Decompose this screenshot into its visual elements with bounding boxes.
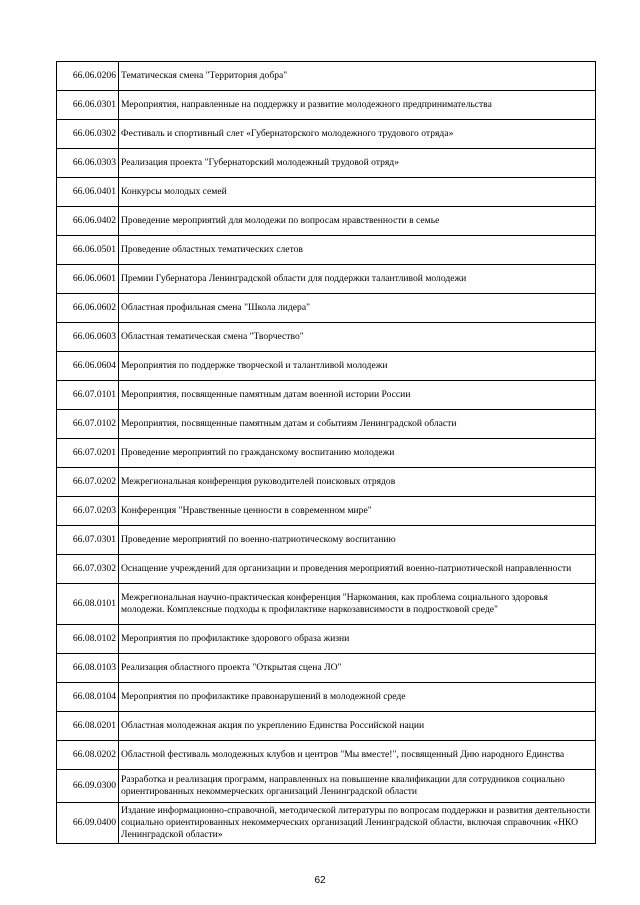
table-row (57, 294, 596, 323)
row-name: Издание информационно-справочной, методической литературы по вопросам поддержки и развития деятельности социально ориентированных некоммерческих организаций Ленинградской области, включая справочник «НКО Ленинградской области» (119, 803, 596, 844)
row-name: Проведение мероприятий по гражданскому воспитанию молодежи (119, 439, 596, 468)
row-name: Фестиваль и спортивный слет «Губернаторского молодежного трудового отряда» (119, 120, 596, 149)
row-name: Мероприятия, направленные на поддержку и развитие молодежного предпринимательства (119, 91, 596, 120)
table-row (57, 265, 596, 294)
row-code: 66.07.0101 (57, 381, 119, 410)
table-row (57, 770, 596, 803)
budget-code-table (56, 61, 596, 844)
row-name: Разработка и реализация программ, направленных на повышение квалификации для сотрудников социально ориентированных некоммерческих организаций Ленинградской области (119, 770, 596, 803)
row-name: Проведение мероприятий для молодежи по вопросам нравственности в семье (119, 207, 596, 236)
table-row (57, 741, 596, 770)
row-name: Мероприятия по поддержке творческой и талантливой молодежи (119, 352, 596, 381)
page-number: 62 (314, 875, 326, 886)
row-name: Конференция "Нравственные ценности в современном мире" (119, 497, 596, 526)
row-code: 66.08.0103 (57, 654, 119, 683)
row-name: Проведение мероприятий по военно-патриотическому воспитанию (119, 526, 596, 555)
row-name: Областной фестиваль молодежных клубов и центров "Мы вместе!", посвященный Дню народного Единства (119, 741, 596, 770)
row-code: 66.08.0101 (57, 584, 119, 625)
table-row (57, 352, 596, 381)
row-code: 66.06.0302 (57, 120, 119, 149)
table-row (57, 683, 596, 712)
row-name: Мероприятия по профилактике здорового образа жизни (119, 625, 596, 654)
table-row (57, 120, 596, 149)
row-name: Реализация проекта "Губернаторский молодежный трудовой отряд» (119, 149, 596, 178)
row-name: Премии Губернатора Ленинградской области для поддержки талантливой молодежи (119, 265, 596, 294)
table-row (57, 207, 596, 236)
table-row (57, 236, 596, 265)
row-code: 66.08.0102 (57, 625, 119, 654)
row-code: 66.06.0501 (57, 236, 119, 265)
row-name: Оснащение учреждений для организации и проведения мероприятий военно-патриотической направленности (119, 555, 596, 584)
row-name: Областная профильная смена "Школа лидера" (119, 294, 596, 323)
row-code: 66.06.0206 (57, 62, 119, 91)
row-code: 66.06.0402 (57, 207, 119, 236)
table-row (57, 654, 596, 683)
row-name: Мероприятия, посвященные памятным датам и событиям Ленинградской области (119, 410, 596, 439)
row-name: Областная молодежная акция по укреплению Единства Российской нации (119, 712, 596, 741)
table-row (57, 149, 596, 178)
table-row (57, 803, 596, 844)
row-code: 66.06.0401 (57, 178, 119, 207)
row-code: 66.07.0302 (57, 555, 119, 584)
table-row (57, 91, 596, 120)
row-code: 66.09.0400 (57, 803, 119, 844)
row-name: Межрегиональная конференция руководителей поисковых отрядов (119, 468, 596, 497)
table-row (57, 323, 596, 352)
table-row (57, 526, 596, 555)
row-name: Мероприятия, посвященные памятным датам военной истории России (119, 381, 596, 410)
table-row (57, 497, 596, 526)
row-code: 66.07.0202 (57, 468, 119, 497)
table-row (57, 584, 596, 625)
row-code: 66.07.0102 (57, 410, 119, 439)
table-row (57, 555, 596, 584)
row-code: 66.08.0201 (57, 712, 119, 741)
row-code: 66.06.0604 (57, 352, 119, 381)
row-code: 66.06.0603 (57, 323, 119, 352)
table-row (57, 178, 596, 207)
row-code: 66.09.0300 (57, 770, 119, 803)
row-name: Проведение областных тематических слетов (119, 236, 596, 265)
table-row (57, 410, 596, 439)
row-name: Областная тематическая смена "Творчество" (119, 323, 596, 352)
table-row (57, 625, 596, 654)
table-row (57, 62, 596, 91)
row-code: 66.08.0104 (57, 683, 119, 712)
row-name: Конкурсы молодых семей (119, 178, 596, 207)
row-name: Мероприятия по профилактике правонарушений в молодежной среде (119, 683, 596, 712)
table-row (57, 468, 596, 497)
table-row (57, 712, 596, 741)
row-code: 66.06.0301 (57, 91, 119, 120)
row-code: 66.06.0303 (57, 149, 119, 178)
row-code: 66.07.0301 (57, 526, 119, 555)
table-row (57, 439, 596, 468)
row-name: Межрегиональная научно-практическая конференция "Наркомания, как проблема социального здоровья молодежи. Комплексные подходы к профилактике наркозависимости в подростковой среде" (119, 584, 596, 625)
row-code: 66.07.0201 (57, 439, 119, 468)
row-name: Реализация областного проекта "Открытая сцена ЛО" (119, 654, 596, 683)
row-code: 66.08.0202 (57, 741, 119, 770)
row-code: 66.07.0203 (57, 497, 119, 526)
row-code: 66.06.0602 (57, 294, 119, 323)
table-row (57, 381, 596, 410)
row-name: Тематическая смена "Территория добра" (119, 62, 596, 91)
row-code: 66.06.0601 (57, 265, 119, 294)
